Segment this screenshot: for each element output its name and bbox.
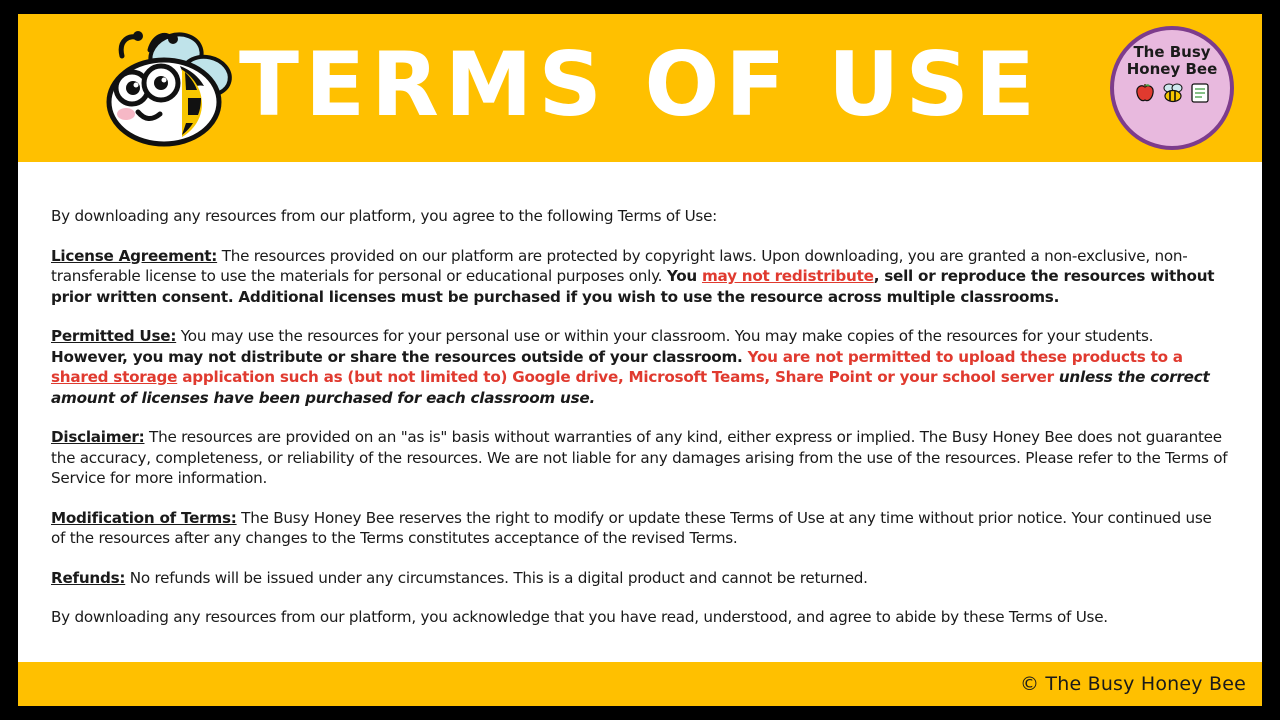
copyright-text: © The Busy Honey Bee [1019, 673, 1246, 695]
section-permitted-use [51, 326, 1230, 408]
closing-paragraph: By downloading any resources from our platform, you acknowledge that you have read, understood, and agree to abide by these Terms of Use. [51, 608, 1108, 627]
terms-content [18, 162, 1262, 662]
section-bold: However, you may not distribute or share the resources outside of your classroom. [51, 347, 748, 366]
brand-icons [1134, 82, 1210, 109]
section-text: The resources are provided on an "as is" basis without warranties of any kind, either express or implied. The Busy Honey Bee does not guarantee the accuracy, completeness, or reliability of the resources. We are not liable for any damages arising from the use of the resources. Please refer to the Terms of Service for more information. [51, 428, 1228, 488]
may-not-redistribute: may not redistribute [701, 267, 874, 286]
brand-line-1: The Busy [1133, 43, 1211, 61]
apple-icon [1134, 82, 1156, 109]
section-license-agreement [51, 246, 1230, 308]
section-text: No refunds will be issued under any circumstances. This is a digital product and cannot be returned. [125, 568, 868, 587]
footer-band [18, 662, 1262, 706]
section-text: The resources provided on our platform are protected by copyright laws. Upon downloading, you are granted a non-exclusive, non-transferable license to use the materials for personal or educational purposes only. [51, 246, 1188, 286]
section-modification-of-terms [51, 508, 1230, 549]
section-disclaimer [51, 427, 1230, 489]
brand-badge [1110, 26, 1234, 150]
section-italic: unless the correct amount of licenses have been purchased for each classroom use. [51, 368, 1210, 407]
section-label: Permitted Use: [51, 327, 177, 346]
section-red-text: You are not permitted to upload these products to a [747, 347, 1183, 366]
notebook-icon [1190, 82, 1210, 109]
page-title: TERMS OF USE [239, 33, 1041, 136]
section-bold-2: , sell or reproduce the resources without prior written consent. Additional licenses must be purchased if you wish to use the resource across multiple classrooms. [51, 267, 1215, 306]
bee-icon [1160, 83, 1186, 108]
section-label: Refunds: [51, 568, 126, 587]
section-bold: You [666, 267, 702, 286]
section-refunds [51, 568, 1230, 589]
intro-paragraph: By downloading any resources from our platform, you agree to the following Terms of Use: [51, 207, 718, 225]
section-text: You may use the resources for your personal use or within your classroom. You may make copies of the resources for your students. [176, 327, 1154, 346]
section-text: The Busy Honey Bee reserves the right to modify or update these Terms of Use at any time without prior notice. Your continued use of the resources after any changes to the Terms constitutes acceptance of the revised Terms. [51, 508, 1212, 548]
brand-line-2: Honey Bee [1126, 59, 1218, 78]
section-red-text-2: application such as (but not limited to) Google drive, Microsoft Teams, Share Point or your school server [177, 368, 1059, 387]
section-label: Modification of Terms: [51, 508, 237, 527]
section-label: Disclaimer: [51, 428, 145, 447]
header-band [18, 14, 1262, 162]
shared-storage: shared storage [51, 368, 178, 387]
section-label: License Agreement: [51, 246, 218, 265]
